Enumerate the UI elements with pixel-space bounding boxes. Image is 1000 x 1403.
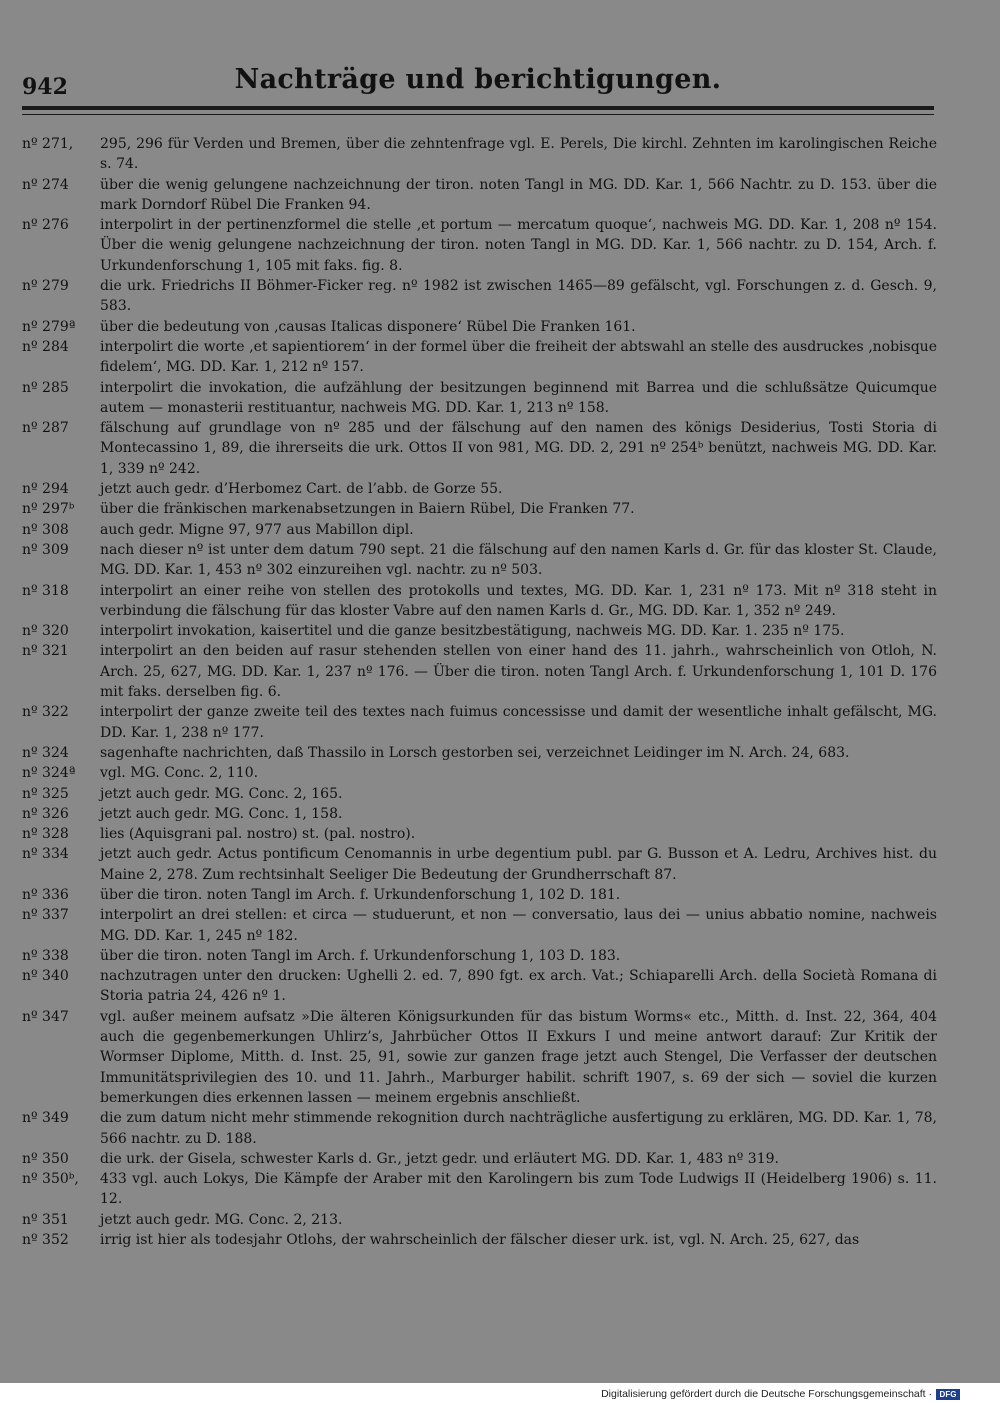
entry-row	[22, 1108, 937, 1149]
entry-list	[22, 134, 937, 1250]
page-header	[22, 60, 934, 104]
entry-text: interpolirt an drei stellen: et circa — studuerunt, et non — conversatio, laus dei — unius abbatio nomine, nachweis MG. DD. Kar. 1, 245 nº 182.	[100, 907, 937, 944]
entry-text: jetzt auch gedr. Actus pontificum Cenomannis in urbe degentium publ. par G. Busson et A. Ledru, Archives hist. du Maine 2, 278. Zum rechtsinhalt Seeliger Die Bedeutung der Grundherrschaft 87.	[100, 846, 937, 883]
entry-row	[22, 175, 937, 216]
entry-text: interpolirt die worte ‚et sapientiorem‘ in der formel über die freiheit der abtswahl an stelle des ausdruckes ‚nobisque fidelem‘, MG. DD. Kar. 1, 212 nº 157.	[100, 338, 937, 376]
entry-number: nº 351	[22, 1211, 69, 1228]
entry-text: die zum datum nicht mehr stimmende rekognition durch nachträgliche ausfertigung zu erklären, MG. DD. Kar. 1, 78, 566 nachtr. zu D. 188.	[100, 1110, 937, 1147]
entry-number: nº 271,	[22, 136, 74, 152]
entry-text: jetzt auch gedr. MG. Conc. 2, 213.	[100, 1211, 343, 1228]
entry-number: nº 274	[22, 176, 69, 193]
entry-number: nº 279ª	[22, 318, 76, 335]
entry-text: vgl. außer meinem aufsatz »Die älteren Königsurkunden für das bistum Worms« etc., Mitth. d. Inst. 22, 364, 404 auch die gegenbemerkungen Uhlirz’s, Jahrbücher Ottos II Exkurs I und meine antwort darauf: Zur Kritik der Wormser Diplome, Mitth. d. Inst. 25, 91, sowie zur ganzen frage jetzt auch Stengel, Die Verfasser der deutschen Immunitätsprivilegien des 10. und 11. Jahrh., Marburger habilit. schrift 1907, s. 69 der sich — soviel die kurzen bemerkungen dies erkennen lassen — meinem ergebnis anschließt.	[100, 1008, 937, 1106]
entry-row	[22, 621, 937, 641]
entry-text: über die bedeutung von ‚causas Italicas disponere‘ Rübel Die Franken 161.	[100, 318, 636, 335]
entry-row	[22, 763, 937, 783]
entry-row	[22, 946, 937, 966]
entry-number: nº 350ᵇ,	[22, 1171, 79, 1188]
entry-row	[22, 215, 937, 276]
entry-number: nº 347	[22, 1008, 69, 1025]
entry-text: jetzt auch gedr. MG. Conc. 1, 158.	[100, 805, 343, 822]
entry-row	[22, 702, 937, 743]
entry-text: lies (Aquisgrani pal. nostro) st. (pal. nostro).	[100, 826, 416, 843]
entry-text: interpolirt an einer reihe von stellen des protokolls und textes, MG. DD. Kar. 1, 231 nº 173. Mit nº 318 steht in verbindung die fälschung für das kloster Vabre auf den namen Karls d. Gr., MG. DD. Kar. 1, 352 nº 249.	[100, 582, 937, 619]
entry-number: nº 279	[22, 278, 69, 295]
entry-text: auch gedr. Migne 97, 977 aus Mabillon dipl.	[100, 521, 414, 538]
entry-text: über die wenig gelungene nachzeichnung der tiron. noten Tangl in MG. DD. Kar. 1, 566 Nachtr. zu D. 153. über die mark Dorndorf Rübel Die Franken 94.	[100, 176, 937, 213]
entry-row	[22, 317, 937, 337]
entry-row	[22, 1169, 937, 1210]
entry-text: über die tiron. noten Tangl im Arch. f. Urkundenforschung 1, 103 D. 183.	[100, 947, 621, 964]
entry-number: nº 350	[22, 1150, 69, 1167]
entry-text: interpolirt die invokation, die aufzählung der besitzungen beginnend mit Barrea und die schlußsätze Quicumque autem — monasterii restituantur, nachweis MG. DD. Kar. 1, 213 nº 158.	[100, 379, 937, 416]
entry-number: nº 340	[22, 968, 69, 985]
entry-row	[22, 499, 937, 519]
entry-text: vgl. MG. Conc. 2, 110.	[100, 765, 259, 782]
entry-row	[22, 418, 937, 479]
entry-number: nº 309	[22, 541, 69, 558]
entry-text: interpolirt in der pertinenzformel die stelle ‚et portum — mercatum quoque‘, nachweis MG. DD. Kar. 1, 208 nº 154. Über die wenig gelungene nachzeichnung der tiron. noten Tangl in MG. DD. Kar. 1, 566 nachtr. zu D. 154, Arch. f. Urkundenforschung 1, 105 mit faks. fig. 8.	[100, 217, 937, 274]
entry-number: nº 337	[22, 907, 69, 924]
entry-number: nº 284	[22, 338, 69, 355]
entry-text: jetzt auch gedr. d’Herbomez Cart. de l’abb. de Gorze 55.	[100, 481, 503, 498]
entry-row	[22, 743, 937, 763]
entry-text: über die tiron. noten Tangl im Arch. f. Urkundenforschung 1, 102 D. 181.	[100, 886, 621, 903]
header-rule-thin	[22, 114, 934, 115]
entry-row	[22, 581, 937, 622]
entry-number: nº 349	[22, 1110, 69, 1127]
entry-text: interpolirt der ganze zweite teil des textes nach fuimus concessisse und damit der wesentliche inhalt gefälscht, MG. DD. Kar. 1, 238 nº 177.	[100, 704, 937, 741]
entry-number: nº 321	[22, 643, 69, 660]
entry-number: nº 325	[22, 785, 69, 802]
entry-row	[22, 844, 937, 885]
entry-row	[22, 540, 937, 581]
header-rule-thick	[22, 106, 934, 110]
entry-row	[22, 520, 937, 540]
entry-number: nº 352	[22, 1232, 69, 1249]
entry-number: nº 294	[22, 481, 69, 498]
entry-number: nº 328	[22, 826, 69, 843]
entry-row	[22, 905, 937, 946]
entry-text: interpolirt an den beiden auf rasur stehenden stellen von einer hand des 11. jahrh., wahrscheinlich von Otloh, N. Arch. 25, 627, MG. DD. Kar. 1, 237 nº 176. — Über die tiron. noten Tangl Arch. f. Urkundenforschung 1, 101 D. 176 mit faks. derselben fig. 6.	[100, 643, 937, 701]
entry-number: nº 322	[22, 704, 69, 721]
entry-number: nº 320	[22, 623, 69, 640]
entry-number: nº 285	[22, 379, 69, 396]
entry-number: nº 297ᵇ	[22, 501, 75, 518]
entry-row	[22, 641, 937, 702]
entry-text: nach dieser nº ist unter dem datum 790 sept. 21 die fälschung auf den namen Karls d. Gr. für das kloster St. Claude, MG. DD. Kar. 1, 453 nº 302 einzureihen vgl. nachtr. zu nº 503.	[100, 541, 937, 579]
entry-row	[22, 134, 937, 175]
entry-text: fälschung auf grundlage von nº 285 und der fälschung auf den namen des königs Desiderius, Tosti Storia di Montecassino 1, 89, die ihrerseits die urk. Ottos II von 981, MG. DD. 2, 291 nº 254ᵇ benützt, nachweis MG. DD. Kar. 1, 339 nº 242.	[100, 420, 937, 477]
entry-number: nº 334	[22, 846, 69, 863]
entry-text: über die fränkischen markenabsetzungen in Baiern Rübel, Die Franken 77.	[100, 501, 635, 518]
entry-text: sagenhafte nachrichten, daß Thassilo in Lorsch gestorben sei, verzeichnet Leidinger im N. Arch. 24, 683.	[100, 744, 850, 761]
entry-row	[22, 784, 937, 804]
entry-number: nº 276	[22, 217, 69, 234]
entry-text: die urk. Friedrichs II Böhmer-Ficker reg. nº 1982 ist zwischen 1465—89 gefälscht, vgl. Forschungen z. d. Gesch. 9, 583.	[100, 278, 937, 315]
page-number: 942	[22, 74, 68, 100]
entry-number: nº 336	[22, 886, 69, 903]
entry-text: 433 vgl. auch Lokys, Die Kämpfe der Araber mit den Karolingern bis zum Tode Ludwigs II (Heidelberg 1906) s. 11. 12.	[100, 1171, 937, 1208]
entry-row	[22, 337, 937, 378]
entry-row	[22, 1149, 937, 1169]
entry-row	[22, 479, 937, 499]
entry-number: nº 324	[22, 744, 69, 761]
footer-credit: Digitalisierung gefördert durch die Deutsche Forschungsgemeinschaft ·	[601, 1388, 932, 1400]
entry-number: nº 308	[22, 521, 69, 538]
entry-number: nº 338	[22, 947, 69, 964]
entry-row	[22, 885, 937, 905]
entry-row	[22, 966, 937, 1007]
entry-row	[22, 824, 937, 844]
entry-text: interpolirt invokation, kaisertitel und die ganze besitzbestätigung, nachweis MG. DD. Kar. 1. 235 nº 175.	[100, 623, 845, 640]
entry-row	[22, 1230, 937, 1250]
entry-row	[22, 804, 937, 824]
entry-number: nº 324ª	[22, 765, 76, 782]
entry-number: nº 326	[22, 805, 69, 822]
entry-number: nº 287	[22, 420, 69, 437]
dfg-logo-icon: DFG	[936, 1389, 960, 1400]
entry-text: nachzutragen unter den drucken: Ughelli 2. ed. 7, 890 fgt. ex arch. Vat.; Schiaparelli Arch. della Società Romana di Storia patria 24, 426 nº 1.	[100, 968, 937, 1005]
entry-text: die urk. der Gisela, schwester Karls d. Gr., jetzt gedr. und erläutert MG. DD. Kar. 1, 483 nº 319.	[100, 1150, 779, 1167]
entry-row	[22, 378, 937, 419]
entry-text: irrig ist hier als todesjahr Otlohs, der wahrscheinlich der fälscher dieser urk. ist, vgl. N. Arch. 25, 627, das	[100, 1232, 860, 1249]
entry-text: jetzt auch gedr. MG. Conc. 2, 165.	[100, 785, 343, 802]
footer	[601, 1388, 960, 1400]
page-title: Nachträge und berichtigungen.	[234, 64, 722, 95]
entry-row	[22, 1007, 937, 1108]
entry-row	[22, 276, 937, 317]
entry-number: nº 318	[22, 582, 69, 599]
entry-text: 295, 296 für Verden und Bremen, über die zehntenfrage vgl. E. Perels, Die kirchl. Zehnten im karolingischen Reiche s. 74.	[100, 136, 937, 173]
entry-row	[22, 1210, 937, 1230]
